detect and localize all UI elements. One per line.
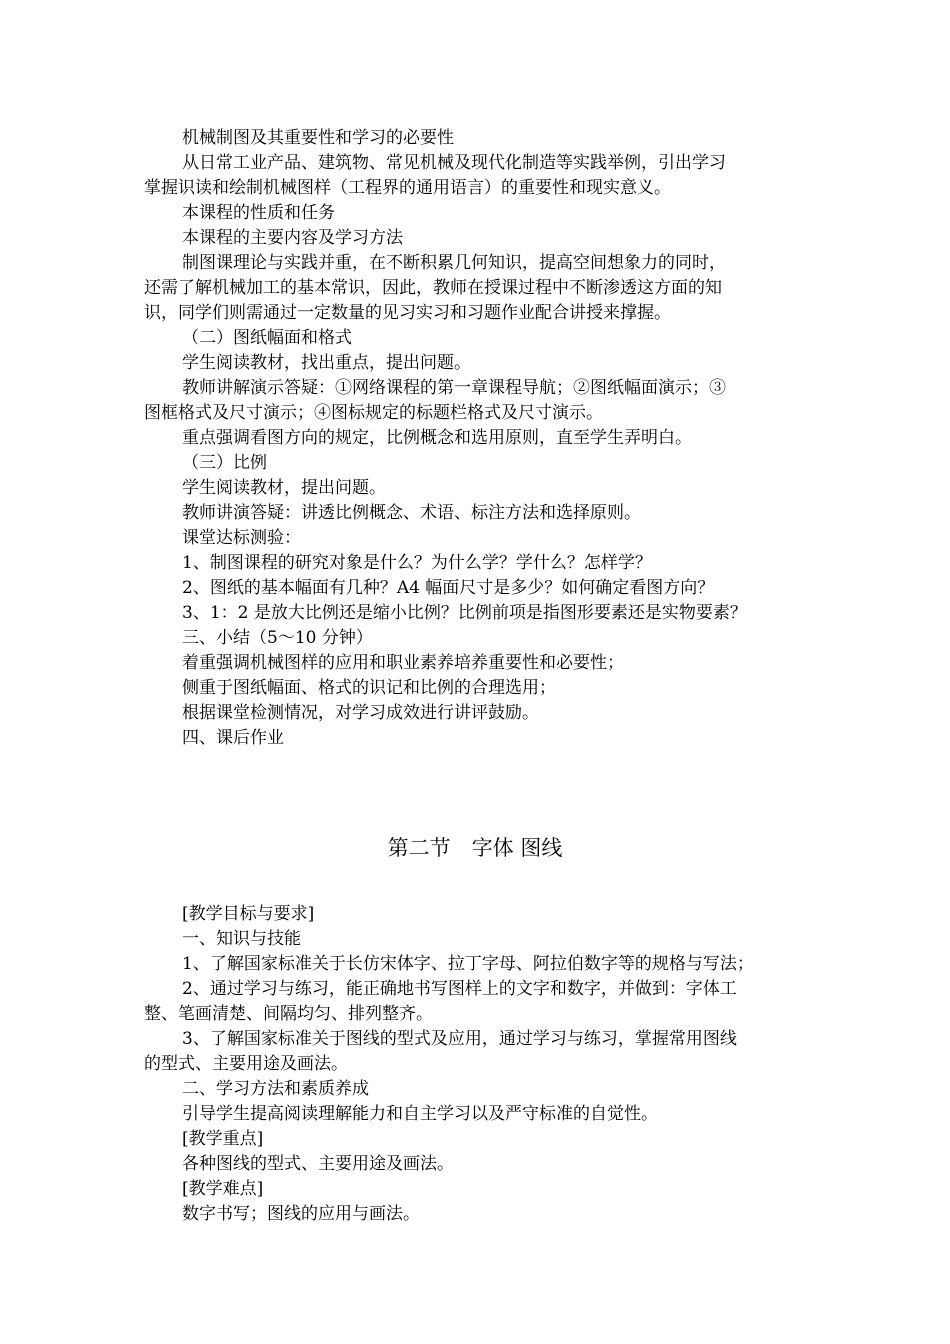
- paragraph-line: 学生阅读教材，提出问题。: [182, 478, 386, 498]
- heading-drafting-importance: 机械制图及其重要性和学习的必要性: [182, 128, 454, 148]
- paragraph-line: 学生阅读教材，找出重点，提出问题。: [182, 353, 471, 373]
- heading-sheet-format: （二）图纸幅面和格式: [182, 328, 352, 348]
- heading-difficulties: [教学难点]: [182, 1179, 264, 1199]
- heading-course-content: 本课程的主要内容及学习方法: [182, 228, 403, 248]
- paragraph-line: 还需了解机械加工的基本常识，因此，教师在授课过程中不断渗透这方面的知: [144, 278, 722, 298]
- paragraph-line: 数字书写；图线的应用与画法。: [182, 1204, 420, 1224]
- paragraph-line: 侧重于图纸幅面、格式的识记和比例的合理选用；: [182, 678, 556, 698]
- paragraph-line: 引导学生提高阅读理解能力和自主学习以及严守标准的自觉性。: [182, 1104, 658, 1124]
- paragraph-line: 制图课理论与实践并重，在不断积累几何知识，提高空间想象力的同时，: [182, 253, 726, 273]
- objective-item-cont: 整、笔画清楚、间隔均匀、排列整齐。: [144, 1004, 433, 1024]
- heading-scale: （三）比例: [182, 453, 267, 473]
- quiz-question: 1、制图课程的研究对象是什么？为什么学？学什么？怎样学？: [182, 553, 652, 573]
- heading-key-points: [教学重点]: [182, 1129, 264, 1149]
- paragraph-line: 教师讲解演示答疑：①网络课程的第一章课程导航；②图纸幅面演示；③: [182, 378, 726, 398]
- paragraph-line: 重点强调看图方向的规定，比例概念和选用原则，直至学生弄明白。: [182, 428, 692, 448]
- heading-summary: 三、小结（5～10 分钟）: [182, 628, 373, 648]
- section-title: 第二节 字体 图线: [387, 836, 563, 860]
- paragraph-line: 掌握识读和绘制机械图样（工程界的通用语言）的重要性和现实意义。: [144, 178, 671, 198]
- paragraph-line: 各种图线的型式、主要用途及画法。: [182, 1154, 454, 1174]
- paragraph-line: 图框格式及尺寸演示；④图标规定的标题栏格式及尺寸演示。: [144, 403, 603, 423]
- paragraph-line: 着重强调机械图样的应用和职业素养培养重要性和必要性；: [182, 653, 624, 673]
- heading-methods: 二、学习方法和素质养成: [182, 1079, 369, 1099]
- heading-knowledge-skills: 一、知识与技能: [182, 929, 301, 949]
- objective-item: 1、了解国家标准关于长仿宋体字、拉丁字母、阿拉伯数字等的规格与写法；: [182, 954, 754, 974]
- heading-objectives: [教学目标与要求]: [182, 904, 315, 924]
- heading-quiz: 课堂达标测验：: [182, 528, 301, 548]
- objective-item-cont: 的型式、主要用途及画法。: [144, 1054, 348, 1074]
- quiz-question: 2、图纸的基本幅面有几种？A4 幅面尺寸是多少？如何确定看图方向？: [182, 578, 715, 598]
- quiz-question: 3、1：2 是放大比例还是缩小比例？比例前项是指图形要素还是实物要素？: [182, 603, 747, 623]
- paragraph-line: 根据课堂检测情况，对学习成效进行讲评鼓励。: [182, 703, 539, 723]
- paragraph-line: 识，同学们则需通过一定数量的见习实习和习题作业配合讲授来撑握。: [144, 303, 671, 323]
- heading-course-nature: 本课程的性质和任务: [182, 203, 335, 223]
- paragraph-line: 从日常工业产品、建筑物、常见机械及现代化制造等实践举例，引出学习: [182, 153, 726, 173]
- heading-homework: 四、课后作业: [182, 728, 284, 748]
- objective-item: 2、通过学习与练习，能正确地书写图样上的文字和数字，并做到：字体工: [182, 979, 737, 999]
- objective-item: 3、了解国家标准关于图线的型式及应用，通过学习与练习，掌握常用图线: [182, 1029, 737, 1049]
- paragraph-line: 教师讲演答疑：讲透比例概念、术语、标注方法和选择原则。: [182, 503, 641, 523]
